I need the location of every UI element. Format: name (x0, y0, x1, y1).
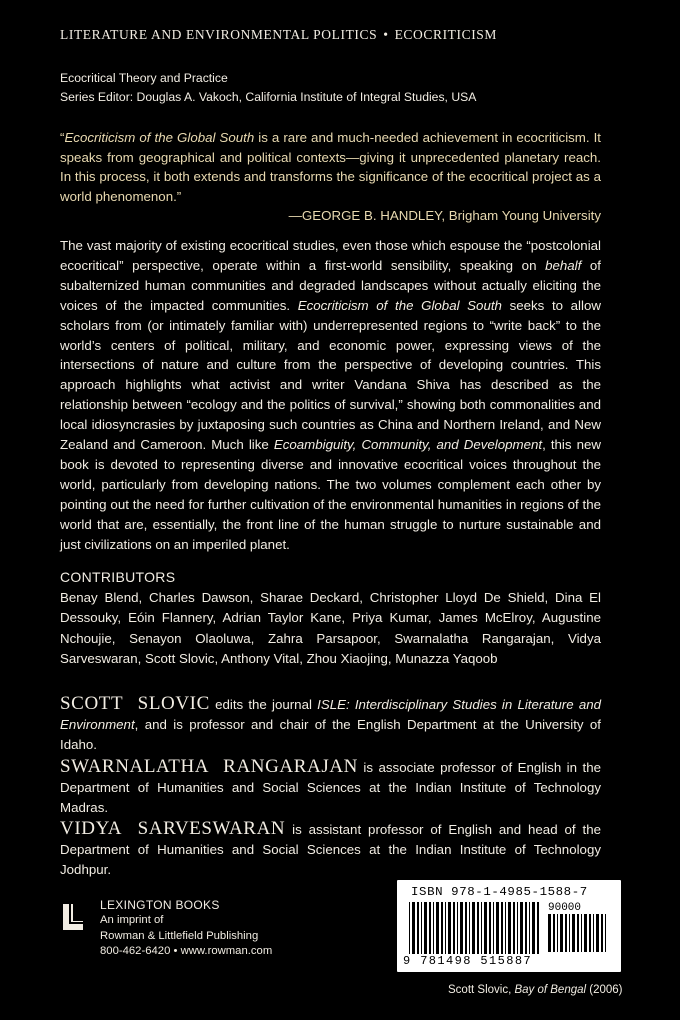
barcode-bar (433, 902, 434, 954)
bio-scott-slovic (60, 694, 601, 755)
barcode-bar (493, 902, 494, 954)
cover-art-credit (448, 984, 623, 996)
barcode-bar (429, 902, 431, 954)
contributors-list: Benay Blend, Charles Dawson, Sharae Deckard, Christopher Lloyd De Shield, Dina El Dessouky, Eóin Flannery, Adrian Taylor Kane, Priya Kumar, James McElroy, Augustine Nchoujie, Senayon Olaoluwa, Zahra Parsapoor, Swarnalatha Rangarajan, Vidya Sarveswaran, Scott Slovic, Anthony Vital, Zhou Xiaojing, Munazza Yaqoob (60, 590, 601, 666)
barcode-bar (472, 902, 475, 954)
barcode-bar (532, 902, 535, 954)
credit-title: Bay of Bengal (514, 984, 587, 996)
blurb-behalf: behalf (545, 257, 582, 273)
ean-barcode-bars (409, 902, 541, 954)
barcode-bar (445, 902, 446, 954)
isbn-barcode (397, 880, 621, 972)
praise-quote (60, 128, 601, 226)
bio-journal-title: ISLE: Interdisciplinary Studies in Literature and Environment (60, 697, 602, 732)
addon-barcode-bars (548, 914, 610, 952)
barcode-bar (520, 902, 523, 954)
attribution-dash: — (288, 208, 302, 223)
blurb-part2: of subalternized human communities and degraded landscapes without actually eliciting the voices of the impacted communities. (60, 257, 601, 313)
publisher-imprint-line: An imprint of (100, 914, 164, 927)
praise-text: is a rare and much-needed achievement in ecocriticism. It speaks from geographical and political contexts—giving it unprecedented planetary reach. In this process, it both extends and transforms the significance of the ecocritical project as a world phenomenon.” (60, 130, 601, 204)
bio-name: SWARNALATHA RANGARAJAN (60, 756, 358, 777)
bio-text: , and is professor and chair of the English Department at the University of Idaho. (60, 717, 601, 752)
publisher-name: LEXINGTON BOOKS (100, 898, 220, 912)
barcode-bar (496, 902, 499, 954)
barcode-bar (605, 914, 606, 952)
bio-name: SCOTT SLOVIC (60, 693, 210, 714)
praise-attribution (60, 206, 601, 226)
bio-text: edits the journal (209, 697, 318, 712)
publisher-info (100, 898, 272, 960)
barcode-bar (484, 902, 487, 954)
barcode-bar (441, 902, 443, 954)
barcode-bar (560, 914, 563, 952)
bio-name: VIDYA SARVESWARAN (60, 818, 286, 839)
blurb-part3: seeks to allow scholars from (or intimately familiar with) underrepresented regions to “write back” to the world’s centers of political, military, and economic power, expressing views of the intersections of nature and culture from the perspective of developing countries. This approach highlights what activist and writer Vandana Shiva has described as the relationship between “ecology and the politics of survival,” showing both commonalities and local idiosyncrasies by juxtaposing such countries as China and Northern Ireland, and New Zealand and Cameroon. Much like (60, 297, 601, 453)
attribution-affiliation: , Brigham Young University (441, 208, 601, 223)
publisher-contact: 800-462-6420 • www.rowman.com (100, 945, 273, 958)
series-editor: Series Editor: Douglas A. Vakoch, California Institute of Integral Studies, USA (60, 90, 477, 104)
barcode-bar (465, 902, 467, 954)
barcode-bar (412, 902, 415, 954)
bio-text: is assistant professor of English and head of the Department of Humanities and Social Sciences at the Indian Institute of Technology Jodhpur. (60, 822, 601, 877)
barcode-bar (537, 902, 539, 954)
blurb-book-title: Ecocriticism of the Global South (297, 297, 502, 313)
barcode-bar (460, 902, 463, 954)
bio-vidya-sarveswaran (60, 819, 601, 880)
barcode-bar (453, 902, 455, 954)
blurb-other-title: Ecoambiguity, Community, and Development (273, 437, 543, 453)
barcode-bar (525, 902, 527, 954)
barcode-bar (548, 914, 551, 952)
barcode-bar (409, 902, 410, 954)
barcode-bar (417, 902, 419, 954)
contributors-heading: CONTRIBUTORS (60, 569, 176, 585)
praise-book-title: Ecocriticism of the Global South (64, 130, 255, 145)
barcode-bar (489, 902, 491, 954)
series-separator: • (383, 27, 389, 42)
barcode-bar (424, 902, 427, 954)
barcode-bar (481, 902, 482, 954)
barcode-bar (565, 914, 567, 952)
praise-open-quote: “ (60, 130, 65, 145)
series-title-part1: LITERATURE AND ENVIRONMENTAL POLITICS (60, 27, 378, 42)
barcode-bar (557, 914, 558, 952)
barcode-bar (601, 914, 603, 952)
barcode-bar (477, 902, 479, 954)
theory-series-name: Ecocritical Theory and Practice (60, 71, 228, 85)
barcode-bar (508, 902, 511, 954)
isbn-text: ISBN 978-1-4985-1588-7 (411, 885, 588, 899)
barcode-bar (421, 902, 422, 954)
barcode-bar (553, 914, 555, 952)
barcode-bar (517, 902, 518, 954)
barcode-bar (448, 902, 451, 954)
barcode-bar (577, 914, 579, 952)
credit-year: (2006) (586, 984, 623, 996)
barcode-bar (505, 902, 506, 954)
publisher-parent: Rowman & Littlefield Publishing (100, 929, 259, 942)
blurb-part1: The vast majority of existing ecocritical studies, even those which espouse the “postcolonial ecocritical” perspective, operate within a first-world sensibility, speaking on (60, 238, 601, 273)
barcode-bar (457, 902, 458, 954)
ean-digits: 9 781498 515887 (403, 954, 533, 968)
barcode-bar (501, 902, 503, 954)
barcode-bar (436, 902, 439, 954)
bio-swarnalatha-rangarajan (60, 757, 601, 818)
credit-artist: Scott Slovic, (448, 984, 515, 996)
barcode-bar (569, 914, 570, 952)
theory-series-block (60, 69, 476, 107)
barcode-bar (572, 914, 575, 952)
barcode-bar (596, 914, 599, 952)
barcode-bar (581, 914, 582, 952)
barcode-bar (584, 914, 587, 952)
lexington-books-logo-icon (60, 902, 86, 932)
barcode-bar (589, 914, 591, 952)
barcode-bar (469, 902, 470, 954)
blurb-part4: , this new book is devoted to representing diverse and innovative ecocritical voices throughout the world, particularly from developing nations. The two volumes complement each other by pointing out the need for further cultivation of the environmental humanities in regions of the world that are, essentially, the front line of the human struggle to nurture sustainable and just civilizations on an imperiled planet. (60, 437, 602, 552)
barcode-bar (593, 914, 594, 952)
series-title-part2: ECOCRITICISM (394, 27, 498, 42)
bio-text: is associate professor of English in the Department of Humanities and Social Sciences at the Indian Institute of Technology Madras. (60, 760, 601, 815)
barcode-bar (529, 902, 530, 954)
series-title (60, 27, 640, 43)
book-description (60, 236, 601, 555)
addon-code: 90000 (548, 902, 582, 914)
barcode-bar (513, 902, 515, 954)
attribution-name: GEORGE B. HANDLEY (301, 208, 442, 223)
